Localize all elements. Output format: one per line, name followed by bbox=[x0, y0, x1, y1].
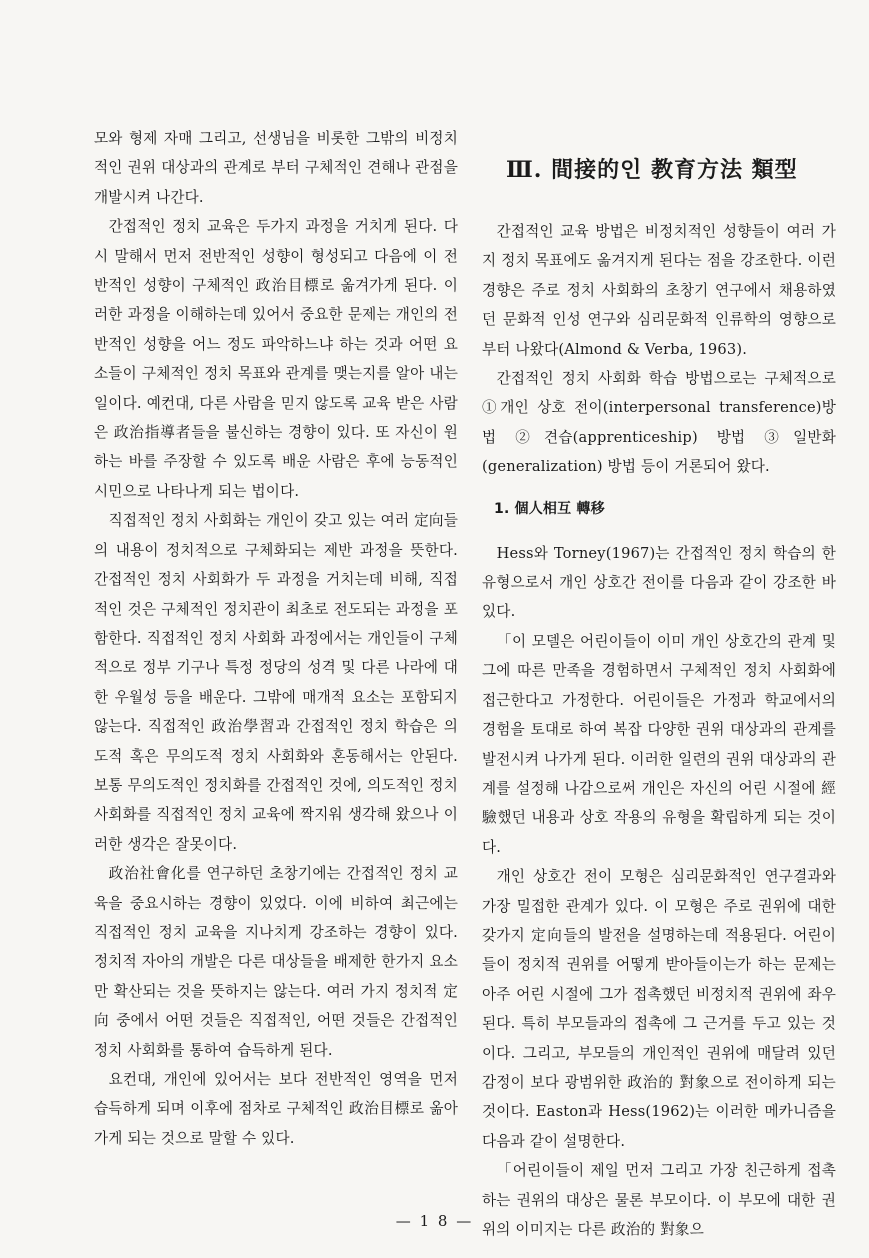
quote-paragraph-1: 「이 모델은 어린이들이 이미 개인 상호간의 관계 및 그에 따른 만족을 경험하면서 구체적인 정치 사회화에 접근한다고 가정한다. 어린이들은 가정과 학교에서의 경험을 토대로 하여 복잡 다양한 권위 대상과의 관계를 발전시켜 나가게 된다. 이러한 일련의 권위 대상과의 관계를 설정해 나감으로써 개인은 자신의 어린 시절에 經驗했던 내용과 상호 작용의 유형을 확립하게 되는 것이다. bbox=[482, 632, 836, 856]
right-column bbox=[482, 124, 836, 1244]
left-paragraph-3: 직접적인 정치 사회화는 개인이 갖고 있는 여러 定向들의 내용이 정치적으로 구체화되는 제반 과정을 뜻한다. 간접적인 정치 사회화가 두 과정을 거치는데 비해, 직접적인 것은 구체적인 정치관이 최초로 전도되는 과정을 포함한다. 직접적인 정치 사회화 과정에서는 개인들이 구체적으로 정부 기구나 특정 정당의 성격 및 다른 나라에 대한 우월성 등을 배운다. 그밖에 매개적 요소는 포함되지 않는다. 직접적인 政治學習과 간접적인 정치 학습은 의도적 혹은 무의도적 정치 사회화와 혼동해서는 안된다. 보통 무의도적인 정치화를 간접적인 것에, 의도적인 정치 사회화를 직접적인 정치 교육에 짝지워 생각해 왔으나 이러한 생각은 잘못이다. bbox=[94, 512, 459, 853]
left-column bbox=[94, 124, 458, 1153]
subsection-title: 1. 個人相互 轉移 bbox=[494, 500, 605, 517]
quote-paragraph-2: 「어린이들이 제일 먼저 그리고 가장 친근하게 접촉하는 권위의 대상은 물론 부모이다. 이 부모에 대한 권위의 이미지는 다른 政治的 對象으 bbox=[482, 1162, 836, 1238]
right-paragraph-2: 간접적인 정치 사회화 학습 방법으로는 구체적으로 ①개인 상호 전이(interpersonal transference)방법 ②견습(apprenticeship) 방법 ③일반화(generalization) 방법 등이 거론되어 왔다. bbox=[482, 370, 836, 476]
right-paragraph-5: 개인 상호간 전이 모형은 심리문화적인 연구결과와 가장 밀접한 관계가 있다. 이 모형은 주로 권위에 대한 갖가지 定向들의 발전을 설명하는데 적용된다. 어린이들이 정치적 권위를 어떻게 받아들이는가 하는 문제는 아주 어린 시절에 그가 접촉했던 비정치적 권위에 좌우된다. 특히 부모들과의 접촉에 그 근거를 두고 있는 것이다. 그리고, 부모들의 개인적인 권위에 매달려 있던 감정이 보다 광범위한 政治的 對象으로 전이하게 되는 것이다. Easton과 Hess(1962)는 이러한 메카니즘을 다음과 같이 설명한다. bbox=[482, 868, 836, 1150]
page-number: — 1 8 — bbox=[395, 1212, 474, 1230]
left-paragraph-1: 모와 형제 자매 그리고, 선생님을 비롯한 그밖의 비정치적인 권위 대상과의 관계로 부터 구체적인 견해나 관점을 개발시켜 나간다. bbox=[94, 130, 458, 206]
right-paragraph-1: 간접적인 교육 방법은 비정치적인 성향들이 여러 가지 정치 목표에도 옮겨지게 된다는 점을 강조한다. 이런 경향은 주로 정치 사회화의 초창기 연구에서 채용하였던 문화적 인성 연구와 심리문화적 인류학의 영향으로부터 나왔다(Almond & Verba, 1963). bbox=[482, 223, 836, 358]
left-paragraph-4: 政治社會化를 연구하던 초창기에는 간접적인 정치 교육을 중요시하는 경향이 있었다. 이에 비하여 최근에는 직접적인 정치 교육을 지나치게 강조하는 경향이 있다. 정치적 자아의 개발은 다른 대상들을 배제한 한가지 요소만 확산되는 것을 뜻하지는 않는다. 여러 가지 정치적 定向 중에서 어떤 것들은 직접적인, 어떤 것들은 간접적인 정치 사회화를 통하여 습득하게 된다. bbox=[94, 865, 458, 1059]
right-paragraph-3: Hess와 Torney(1967)는 간접적인 정치 학습의 한 유형으로서 개인 상호간 전이를 다음과 같이 강조한 바 있다. bbox=[482, 544, 836, 621]
left-paragraph-2: 간접적인 정치 교육은 두가지 과정을 거치게 된다. 다시 말해서 먼저 전반적인 성향이 형성되고 다음에 이 전반적인 성향이 구체적인 政治目標로 옮겨가게 된다. 이러한 과정을 이해하는데 있어서 중요한 문제는 개인의 전반적인 성향을 어느 정도 파악하느냐 하는 것과 어떤 요소들이 구체적인 정치 목표와 관계를 맺는지를 알아 내는 일이다. 예컨대, 다른 사람을 믿지 않도록 교육 받은 사람은 政治指導者들을 불신하는 경향이 있다. 또 자신이 원하는 바를 주장할 수 있도록 배운 사람은 후에 능동적인 시민으로 나타나게 되는 법이다. bbox=[94, 218, 458, 500]
section-title: Ⅲ. 間接的인 教育方法 類型 bbox=[506, 157, 798, 183]
left-paragraph-5: 요컨대, 개인에 있어서는 보다 전반적인 영역을 먼저 습득하게 되며 이후에 점차로 구체적인 政治目標로 옮아 가게 되는 것으로 말할 수 있다. bbox=[94, 1071, 458, 1147]
